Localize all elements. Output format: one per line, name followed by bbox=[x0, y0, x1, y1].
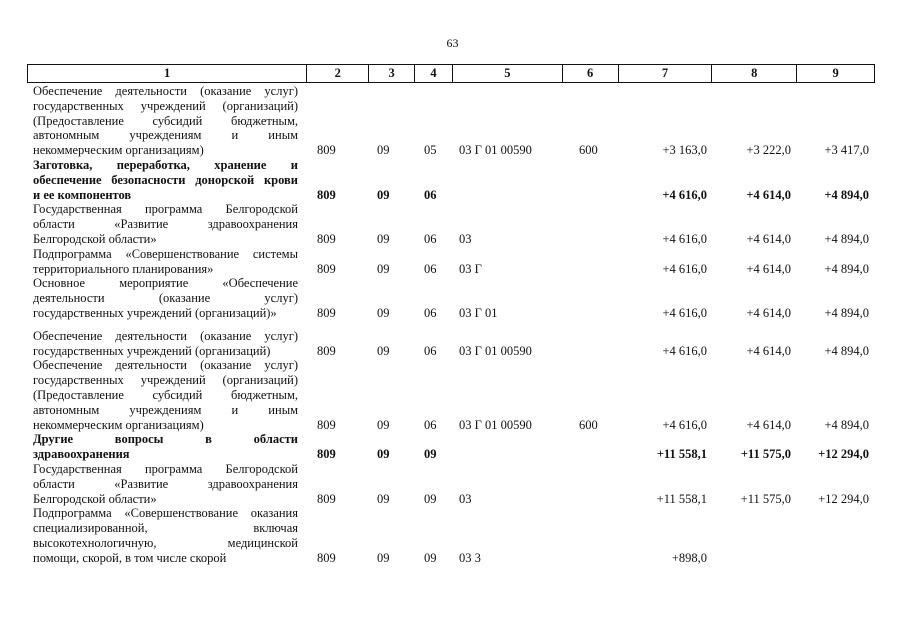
cell-c7: +11 558,1 bbox=[656, 447, 707, 462]
description-line: Государственная программа Белгородской bbox=[33, 461, 298, 476]
description-line: Основное мероприятие «Обеспечение bbox=[33, 276, 298, 291]
description-line: Государственная программа Белгородской bbox=[33, 202, 298, 217]
cell-c3: 09 bbox=[377, 447, 390, 462]
header-col-4: 4 bbox=[415, 65, 453, 82]
table-row bbox=[27, 462, 875, 506]
cell-c7: +4 616,0 bbox=[662, 231, 707, 246]
cell-c2: 809 bbox=[317, 491, 336, 506]
table-row bbox=[27, 358, 875, 432]
cell-c4: 06 bbox=[424, 187, 437, 202]
cell-c3: 09 bbox=[377, 231, 390, 246]
header-col-8: 8 bbox=[712, 65, 797, 82]
table-row bbox=[27, 329, 875, 359]
description-line: деятельности (оказание услуг) bbox=[33, 291, 298, 306]
cell-c7: +4 616,0 bbox=[662, 343, 707, 358]
row-description bbox=[27, 329, 298, 359]
table-row bbox=[27, 84, 875, 158]
description-line: государственных учреждений (организаций) bbox=[33, 343, 271, 358]
cell-c5: 03 Г bbox=[459, 261, 482, 276]
row-description bbox=[27, 506, 298, 565]
description-line: государственных учреждений (организаций)» bbox=[33, 305, 277, 320]
cell-c8: +4 614,0 bbox=[746, 231, 791, 246]
cell-c8: +4 614,0 bbox=[746, 343, 791, 358]
description-line: Белгородской области» bbox=[33, 231, 157, 246]
cell-c7: +4 616,0 bbox=[662, 261, 707, 276]
cell-c5: 03 Г 01 bbox=[459, 305, 498, 320]
header-col-6: 6 bbox=[563, 65, 619, 82]
description-line: территориального планирования» bbox=[33, 261, 214, 276]
cell-c2: 809 bbox=[317, 231, 336, 246]
header-col-9: 9 bbox=[832, 66, 839, 80]
table-body bbox=[27, 84, 875, 566]
cell-c9: +4 894,0 bbox=[824, 261, 869, 276]
cell-c7: +11 558,1 bbox=[656, 491, 707, 506]
cell-c8: +4 614,0 bbox=[746, 417, 791, 432]
description-line: здравоохранения bbox=[33, 447, 130, 462]
cell-c4: 05 bbox=[424, 143, 437, 158]
cell-c3: 09 bbox=[377, 491, 390, 506]
table-row bbox=[27, 202, 875, 246]
cell-c8: +4 614,0 bbox=[746, 261, 791, 276]
description-line: области «Развитие здравоохранения bbox=[33, 217, 298, 232]
cell-c9: +12 294,0 bbox=[818, 447, 869, 462]
cell-c5: 03 bbox=[459, 491, 472, 506]
header-col-5: 5 bbox=[453, 65, 563, 82]
description-line: некоммерческим организациям) bbox=[33, 417, 204, 432]
description-line: Подпрограмма «Совершенствование системы bbox=[33, 246, 298, 261]
description-line: обеспечение безопасности донорской крови bbox=[33, 172, 298, 187]
cell-c9: +4 894,0 bbox=[824, 231, 869, 246]
cell-c8: +3 222,0 bbox=[746, 143, 791, 158]
description-line: высокотехнологичную, медицинской bbox=[33, 535, 298, 550]
cell-c9: +4 894,0 bbox=[824, 343, 869, 358]
cell-c4: 09 bbox=[424, 550, 437, 565]
table-row bbox=[27, 247, 875, 277]
cell-c5: 03 3 bbox=[459, 550, 481, 565]
cell-c2: 809 bbox=[317, 417, 336, 432]
table-row bbox=[27, 158, 875, 202]
cell-c3: 09 bbox=[377, 187, 390, 202]
row-description bbox=[27, 276, 298, 320]
table-row bbox=[27, 276, 875, 320]
cell-c4: 06 bbox=[424, 305, 437, 320]
header-col-7: 7 bbox=[619, 65, 713, 82]
row-description bbox=[27, 247, 298, 277]
cell-c4: 09 bbox=[424, 447, 437, 462]
description-line: некоммерческим организациям) bbox=[33, 143, 204, 158]
cell-c9: +4 894,0 bbox=[824, 305, 869, 320]
cell-c4: 06 bbox=[424, 261, 437, 276]
description-line: автономным учреждениям и иным bbox=[33, 402, 298, 417]
cell-c2: 809 bbox=[317, 550, 336, 565]
cell-c5: 03 bbox=[459, 231, 472, 246]
cell-c7: +4 616,0 bbox=[662, 305, 707, 320]
cell-c3: 09 bbox=[377, 417, 390, 432]
description-line: помощи, скорой, в том числе скорой bbox=[33, 550, 227, 565]
description-line: (Предоставление субсидий бюджетным, bbox=[33, 113, 298, 128]
cell-c2: 809 bbox=[317, 305, 336, 320]
cell-c8: +11 575,0 bbox=[740, 447, 791, 462]
cell-c3: 09 bbox=[377, 550, 390, 565]
description-line: (Предоставление субсидий бюджетным, bbox=[33, 387, 298, 402]
cell-c8: +4 614,0 bbox=[746, 187, 791, 202]
cell-c4: 06 bbox=[424, 417, 437, 432]
cell-c7: +898,0 bbox=[671, 550, 707, 565]
description-line: Обеспечение деятельности (оказание услуг) bbox=[33, 358, 298, 373]
cell-c3: 09 bbox=[377, 305, 390, 320]
cell-c2: 809 bbox=[317, 143, 336, 158]
row-description bbox=[27, 202, 298, 246]
cell-c2: 809 bbox=[317, 343, 336, 358]
cell-c9: +12 294,0 bbox=[818, 491, 869, 506]
cell-c9: +4 894,0 bbox=[824, 187, 869, 202]
row-description bbox=[27, 158, 298, 202]
cell-c4: 06 bbox=[424, 343, 437, 358]
cell-c9: +3 417,0 bbox=[824, 143, 869, 158]
row-description bbox=[27, 462, 298, 506]
description-line: специализированной, включая bbox=[33, 521, 298, 536]
cell-c7: +3 163,0 bbox=[662, 143, 707, 158]
cell-c2: 809 bbox=[317, 187, 336, 202]
cell-c2: 809 bbox=[317, 261, 336, 276]
description-line: Подпрограмма «Совершенствование оказания bbox=[33, 506, 298, 521]
description-line: области «Развитие здравоохранения bbox=[33, 476, 298, 491]
cell-c5: 03 Г 01 00590 bbox=[459, 143, 532, 158]
cell-c4: 09 bbox=[424, 491, 437, 506]
cell-c7: +4 616,0 bbox=[662, 417, 707, 432]
page-number: 63 bbox=[446, 36, 459, 50]
cell-c9: +4 894,0 bbox=[824, 417, 869, 432]
header-col-1: 1 bbox=[28, 65, 307, 82]
table-row bbox=[27, 432, 875, 462]
cell-c3: 09 bbox=[377, 261, 390, 276]
cell-c3: 09 bbox=[377, 143, 390, 158]
cell-c4: 06 bbox=[424, 231, 437, 246]
description-line: Заготовка, переработка, хранение и bbox=[33, 157, 298, 172]
header-col-2: 2 bbox=[307, 65, 369, 82]
row-description bbox=[27, 432, 298, 462]
cell-c6: 600 bbox=[579, 143, 598, 158]
description-line: и ее компонентов bbox=[33, 187, 132, 202]
cell-c3: 09 bbox=[377, 343, 390, 358]
description-line: государственных учреждений (организаций) bbox=[33, 373, 298, 388]
cell-c2: 809 bbox=[317, 447, 336, 462]
table-header bbox=[27, 64, 875, 83]
cell-c5: 03 Г 01 00590 bbox=[459, 343, 532, 358]
description-line: Белгородской области» bbox=[33, 491, 157, 506]
description-line: Обеспечение деятельности (оказание услуг) bbox=[33, 84, 298, 98]
header-col-3: 3 bbox=[369, 65, 415, 82]
cell-c5: 03 Г 01 00590 bbox=[459, 417, 532, 432]
row-description bbox=[27, 84, 298, 158]
cell-c6: 600 bbox=[579, 417, 598, 432]
cell-c8: +11 575,0 bbox=[740, 491, 791, 506]
description-line: Обеспечение деятельности (оказание услуг) bbox=[33, 328, 298, 343]
cell-c7: +4 616,0 bbox=[662, 187, 707, 202]
description-line: Другие вопросы в области bbox=[33, 432, 298, 447]
table-row bbox=[27, 506, 875, 565]
cell-c8: +4 614,0 bbox=[746, 305, 791, 320]
description-line: государственных учреждений (организаций) bbox=[33, 98, 298, 113]
description-line: автономным учреждениям и иным bbox=[33, 128, 298, 143]
row-description bbox=[27, 358, 298, 432]
